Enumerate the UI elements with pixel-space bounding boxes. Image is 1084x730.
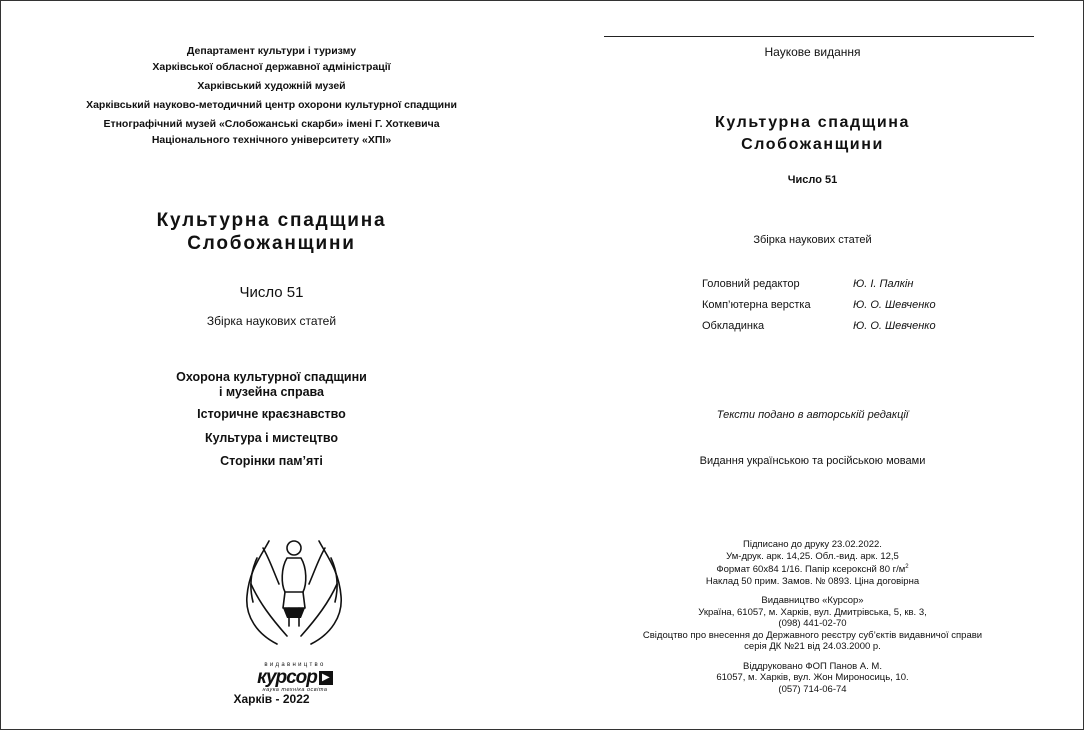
publisher-name: Видавництво «Курсор»	[761, 595, 864, 607]
printer-address: 61057, м. Харків, вул. Жон Мироносиць, 10.	[716, 672, 909, 684]
book-title-line: Слобожанщини	[741, 136, 884, 153]
print-sheets: Ум-друк. арк. 14,25. Обл.-вид. арк. 12,5	[726, 550, 899, 562]
publisher-certificate: Свідоцтво про внесення до Державного реєстру суб’єктів видавничої справи	[642, 629, 983, 641]
institutions-block	[1, 43, 542, 148]
issue-number: Число 51	[239, 284, 304, 301]
book-title-line: Культурна спадщина	[156, 210, 387, 231]
credit-role: Комп’ютерна верстка	[702, 298, 811, 311]
credit-row	[702, 273, 962, 294]
imprint-page-right	[542, 1, 1083, 729]
institution-line: Харківський художній музей	[197, 80, 346, 92]
publisher-logo	[255, 661, 335, 694]
credits-table	[702, 273, 962, 336]
credit-row	[702, 315, 962, 336]
institution-line: Департамент культури і туризму	[186, 45, 357, 57]
printer-name: Віддруковано ФОП Панов А. М.	[743, 660, 882, 672]
institution-line: Харківської обласної державної адміністрації	[152, 61, 391, 73]
section-line: і музейна справа	[218, 385, 325, 399]
book-title-line: Культурна спадщина	[714, 114, 911, 131]
credit-name: Ю. І. Палкін	[853, 277, 914, 290]
languages-note: Видання українською та російською мовами	[699, 455, 926, 467]
issue-number: Число 51	[787, 174, 838, 186]
credit-role: Обкладинка	[702, 319, 765, 332]
book-title-line: Слобожанщини	[187, 233, 356, 254]
edition-type: Наукове видання	[764, 45, 861, 59]
publisher-address: Україна, 61057, м. Харків, вул. Дмитрівська, 5, кв. 3,	[698, 606, 927, 618]
institution-line: Національного технічного університету «ХПІ»	[151, 134, 392, 146]
print-signed: Підписано до друку 23.02.2022.	[743, 539, 882, 550]
print-format: Формат 60х84 1/16. Папір ксерокснй 80 $г/м^2$	[716, 564, 909, 576]
authors-note: Тексти подано в авторській редакції	[716, 409, 909, 421]
printer-phone: (057) 714-06-74	[778, 683, 847, 695]
section-heading: Сторінки пам’яті	[220, 454, 323, 468]
credit-name: Ю. О. Шевченко	[853, 298, 936, 311]
section-heading: Історичне краєзнавство	[197, 407, 346, 421]
hands-emblem-icon	[239, 526, 349, 651]
publisher-logo-tagline: наука техніка освіта	[262, 687, 328, 693]
credit-name: Ю. О. Шевченко	[853, 319, 936, 332]
section-heading	[1, 370, 542, 400]
print-run: Наклад 50 прим. Замов. № 0893. Ціна договірна	[705, 575, 920, 587]
section-heading: Культура і мистецтво	[204, 431, 339, 445]
collection-label: Збірка наукових статей	[753, 234, 872, 246]
section-line: Охорона культурної спадщини	[176, 370, 367, 384]
publisher-series: серія ДК №21 від 24.03.2000 р.	[744, 641, 881, 653]
credit-row	[702, 294, 962, 315]
publisher-logo-top: видавництво	[264, 662, 326, 668]
publisher-phone: (098) 441-02-70	[778, 618, 847, 630]
publisher-logo-word: курсор	[257, 667, 317, 688]
collection-label: Збірка наукових статей	[206, 314, 337, 328]
top-rule	[604, 36, 1034, 37]
city-year: Харків - 2022	[233, 692, 310, 706]
institution-line: Етнографічний музей «Слобожанські скарби» імені Г. Хоткевича	[103, 118, 440, 130]
credit-role: Головний редактор	[702, 277, 800, 290]
institution-line: Харківський науково-методичний центр охорони культурної спадщини	[86, 99, 457, 111]
book-title	[1, 209, 542, 255]
title-page-left	[1, 1, 542, 729]
book-title	[542, 112, 1083, 156]
print-details	[542, 539, 1083, 703]
play-arrow-icon: ▶	[319, 671, 333, 685]
